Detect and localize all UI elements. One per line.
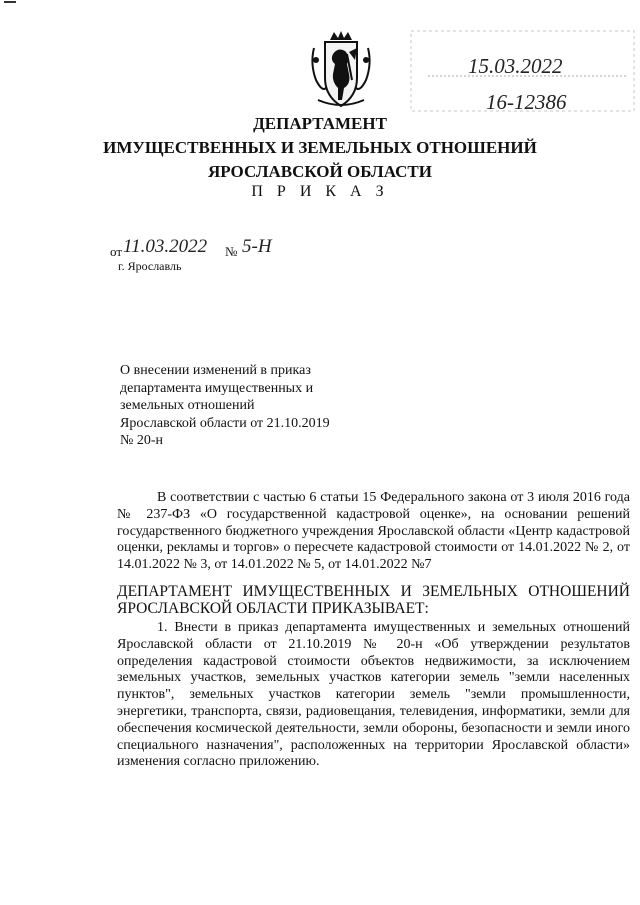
subject-line: Ярославской области от 21.10.2019 bbox=[120, 415, 330, 431]
corner-mark bbox=[4, 1, 16, 3]
subject-line: № 20-н bbox=[120, 433, 164, 448]
order-number-prefix: № bbox=[225, 244, 238, 259]
order-title: П Р И К А З bbox=[251, 183, 389, 200]
stamp-date: 15.03.2022 bbox=[468, 54, 563, 78]
department-line-1: ДЕПАРТАМЕНТ bbox=[253, 114, 387, 133]
subject-line: О внесении изменений в приказ bbox=[120, 363, 311, 378]
coat-of-arms-emblem bbox=[308, 30, 374, 112]
order-date: 11.03.2022 bbox=[123, 236, 208, 257]
subject-line: земельных отношений bbox=[120, 398, 255, 413]
department-name bbox=[0, 112, 640, 184]
order-city: г. Ярославль bbox=[118, 259, 182, 273]
stamp-number: 16-12386 bbox=[486, 90, 567, 114]
order-date-prefix: от bbox=[110, 244, 123, 259]
order-subject bbox=[120, 362, 330, 450]
subject-line: департамента имущественных и bbox=[120, 380, 314, 396]
department-line-3: ЯРОСЛАВСКОЙ ОБЛАСТИ bbox=[208, 162, 432, 181]
decree-paragraph: ДЕПАРТАМЕНТ ИМУЩЕСТВЕННЫХ И ЗЕМЕЛЬНЫХ ОТНОШЕНИЙ ЯРОСЛАВСКОЙ ОБЛАСТИ ПРИКАЗЫВАЕТ: bbox=[117, 583, 630, 617]
item-1-paragraph: 1. Внести в приказ департамента имущественных и земельных отношений Ярославской области от 21.10.2019 № 20-н «Об утверждении результатов определения кадастровой стоимости объектов недвижимости, за исключением земельных участков, земельных участков категории земель "земли населенных пунктов", земельных участков категории земель "земли промышленности, энергетики, транспорта, связи, радиовещания, телевидения, информатики, земли для обеспечения космической деятельности, земли обороны, безопасности и земли иного специального назначения", расположенных на территории Ярославской области» изменения согласно приложению. bbox=[117, 620, 630, 770]
department-line-2: ИМУЩЕСТВЕННЫХ И ЗЕМЕЛЬНЫХ ОТНОШЕНИЙ bbox=[103, 138, 537, 157]
preamble-paragraph: В соответствии с частью 6 статьи 15 Федерального закона от 3 июля 2016 года № 237-ФЗ «О государственной кадастровой оценке», на основании решений государственного бюджетного учреждения Ярославской области «Центр кадастровой оценки, рекламы и торгов» о пересчете кадастровой стоимости от 14.01.2022 № 2, от 14.01.2022 № 3, от 14.01.2022 № 5, от 14.01.2022 №7 bbox=[117, 490, 630, 573]
order-number: 5-Н bbox=[242, 236, 272, 257]
